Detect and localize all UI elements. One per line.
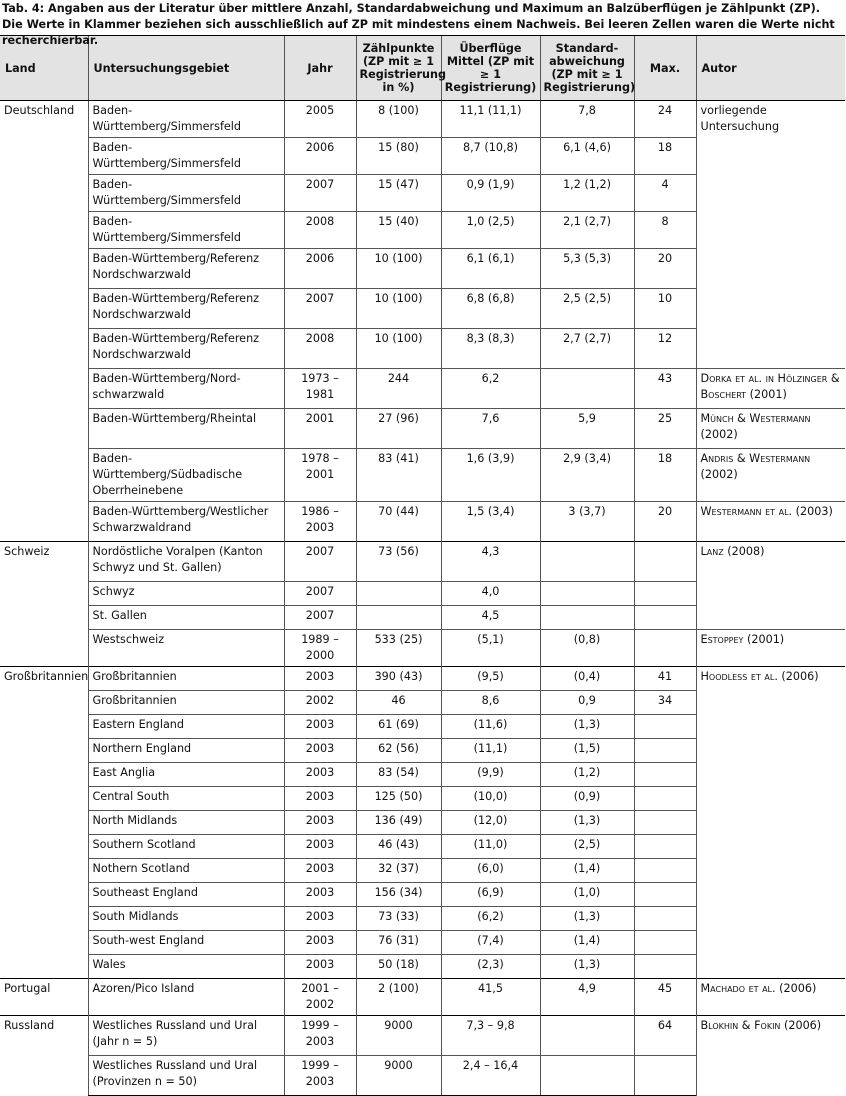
cell-max (634, 1056, 696, 1096)
cell-land: Portugal (0, 979, 88, 1016)
cell-jahr: 2001 – 2002 (284, 979, 356, 1016)
col-header-sd: Standard-abweichung (ZP mit ≥ 1 Registrierung) (540, 36, 634, 101)
cell-standardabweichung (540, 1016, 634, 1056)
cell-untersuchungsgebiet: Nothern Scotland (88, 859, 284, 883)
cell-untersuchungsgebiet: Southeast England (88, 883, 284, 907)
cell-jahr: 2007 (284, 175, 356, 212)
cell-max (634, 907, 696, 931)
cell-standardabweichung (540, 1056, 634, 1096)
cell-zaehlpunkte: 27 (96) (356, 409, 441, 449)
cell-standardabweichung: (1,4) (540, 859, 634, 883)
cell-mittel: 11,1 (11,1) (441, 101, 540, 138)
cell-max: 10 (634, 289, 696, 329)
col-header-autor: Autor (696, 36, 845, 101)
cell-untersuchungsgebiet: Westliches Russland und Ural (Provinzen n = 50) (88, 1056, 284, 1096)
cell-max (634, 955, 696, 979)
cell-untersuchungsgebiet: Eastern England (88, 715, 284, 739)
cell-untersuchungsgebiet: Baden-Württemberg/Südbadische Oberrheinebene (88, 449, 284, 502)
cell-zaehlpunkte: 73 (56) (356, 542, 441, 582)
cell-max: 43 (634, 369, 696, 409)
cell-jahr: 2002 (284, 691, 356, 715)
table-row (0, 667, 845, 691)
cell-max (634, 763, 696, 787)
cell-untersuchungsgebiet: Baden-Württemberg/Simmersfeld (88, 101, 284, 138)
cell-jahr: 1999 – 2003 (284, 1016, 356, 1056)
cell-untersuchungsgebiet: Wales (88, 955, 284, 979)
cell-zaehlpunkte: 83 (41) (356, 449, 441, 502)
cell-standardabweichung: 0,9 (540, 691, 634, 715)
cell-standardabweichung: (1,3) (540, 715, 634, 739)
cell-jahr: 1999 – 2003 (284, 1056, 356, 1096)
cell-untersuchungsgebiet: Baden-Württemberg/Referenz Nordschwarzwald (88, 329, 284, 369)
cell-mittel: 0,9 (1,9) (441, 175, 540, 212)
cell-max (634, 787, 696, 811)
cell-mittel: 8,7 (10,8) (441, 138, 540, 175)
cell-mittel: (11,6) (441, 715, 540, 739)
cell-max: 45 (634, 979, 696, 1016)
cell-autor: Münch & Westermann (2002) (696, 409, 845, 449)
cell-jahr: 2007 (284, 606, 356, 630)
cell-jahr: 2003 (284, 859, 356, 883)
cell-standardabweichung: 6,1 (4,6) (540, 138, 634, 175)
cell-jahr: 2003 (284, 907, 356, 931)
cell-mittel: (6,9) (441, 883, 540, 907)
cell-autor: Lanz (2008) (696, 542, 845, 630)
cell-max: 18 (634, 138, 696, 175)
cell-untersuchungsgebiet: Northern England (88, 739, 284, 763)
cell-mittel: 1,5 (3,4) (441, 502, 540, 542)
cell-jahr: 1989 – 2000 (284, 630, 356, 667)
cell-standardabweichung: 4,9 (540, 979, 634, 1016)
cell-jahr: 2008 (284, 212, 356, 249)
cell-max (634, 715, 696, 739)
cell-zaehlpunkte: 15 (80) (356, 138, 441, 175)
cell-zaehlpunkte: 62 (56) (356, 739, 441, 763)
cell-jahr: 2003 (284, 739, 356, 763)
cell-zaehlpunkte: 125 (50) (356, 787, 441, 811)
cell-land: Deutschland (4, 104, 75, 117)
cell-standardabweichung: 5,3 (5,3) (540, 249, 634, 289)
col-header-jahr: Jahr (284, 36, 356, 101)
cell-standardabweichung: (1,4) (540, 931, 634, 955)
table-body (0, 101, 845, 1096)
cell-max: 20 (634, 502, 696, 542)
cell-zaehlpunkte: 10 (100) (356, 289, 441, 329)
cell-zaehlpunkte: 61 (69) (356, 715, 441, 739)
cell-untersuchungsgebiet: South-west England (88, 931, 284, 955)
cell-zaehlpunkte (356, 582, 441, 606)
table-row (0, 409, 845, 449)
table-row (0, 979, 845, 1016)
cell-mittel: 6,2 (441, 369, 540, 409)
table-caption: Tab. 4: Angaben aus der Literatur über mittlere Anzahl, Standardabweichung und Maximum an Balzüberflügen je Zählpunkt (ZP). Die Werte in Klammer beziehen sich ausschließlich auf ZP mit mindestens einem Nachweis. Bei leeren Zellen waren die Werte nicht recherchierbar. (2, 2, 835, 47)
cell-standardabweichung: 2,5 (2,5) (540, 289, 634, 329)
cell-untersuchungsgebiet: Baden-Württemberg/Nord-schwarzwald (88, 369, 284, 409)
cell-mittel: (11,1) (441, 739, 540, 763)
cell-untersuchungsgebiet: Westschweiz (88, 630, 284, 667)
cell-max: 12 (634, 329, 696, 369)
cell-zaehlpunkte: 533 (25) (356, 630, 441, 667)
cell-jahr: 2005 (284, 101, 356, 138)
cell-standardabweichung: (1,3) (540, 811, 634, 835)
cell-mittel: 1,0 (2,5) (441, 212, 540, 249)
cell-mittel: (9,9) (441, 763, 540, 787)
cell-untersuchungsgebiet: Azoren/Pico Island (88, 979, 284, 1016)
cell-jahr: 1978 – 2001 (284, 449, 356, 502)
cell-jahr: 2003 (284, 763, 356, 787)
table-row (0, 101, 845, 138)
cell-max (634, 931, 696, 955)
cell-zaehlpunkte: 244 (356, 369, 441, 409)
cell-zaehlpunkte: 32 (37) (356, 859, 441, 883)
table-row (0, 502, 845, 542)
cell-zaehlpunkte: 46 (356, 691, 441, 715)
cell-autor: Hoodless et al. (2006) (696, 667, 845, 979)
cell-zaehlpunkte: 136 (49) (356, 811, 441, 835)
cell-mittel: (5,1) (441, 630, 540, 667)
cell-standardabweichung: (1,2) (540, 763, 634, 787)
cell-standardabweichung (540, 542, 634, 582)
cell-zaehlpunkte: 9000 (356, 1016, 441, 1056)
cell-max: 25 (634, 409, 696, 449)
cell-zaehlpunkte: 10 (100) (356, 329, 441, 369)
cell-mittel: 41,5 (441, 979, 540, 1016)
cell-mittel: 7,6 (441, 409, 540, 449)
cell-jahr: 2006 (284, 138, 356, 175)
cell-max: 64 (634, 1016, 696, 1056)
cell-untersuchungsgebiet: Baden-Württemberg/Referenz Nordschwarzwald (88, 249, 284, 289)
cell-jahr: 2003 (284, 715, 356, 739)
cell-mittel: 4,3 (441, 542, 540, 582)
cell-jahr: 2003 (284, 835, 356, 859)
cell-jahr: 2007 (284, 582, 356, 606)
cell-zaehlpunkte: 390 (43) (356, 667, 441, 691)
cell-untersuchungsgebiet: East Anglia (88, 763, 284, 787)
cell-zaehlpunkte (356, 606, 441, 630)
cell-standardabweichung: (1,3) (540, 907, 634, 931)
cell-max: 18 (634, 449, 696, 502)
cell-jahr: 2006 (284, 249, 356, 289)
cell-mittel: 7,3 – 9,8 (441, 1016, 540, 1056)
cell-standardabweichung: (2,5) (540, 835, 634, 859)
cell-mittel: 2,4 – 16,4 (441, 1056, 540, 1096)
col-header-max: Max. (634, 36, 696, 101)
cell-jahr: 2001 (284, 409, 356, 449)
cell-standardabweichung: 2,7 (2,7) (540, 329, 634, 369)
cell-standardabweichung: 3 (3,7) (540, 502, 634, 542)
cell-max (634, 739, 696, 763)
cell-max (634, 835, 696, 859)
cell-mittel: (6,2) (441, 907, 540, 931)
cell-max: 24 (634, 101, 696, 138)
cell-jahr: 2003 (284, 883, 356, 907)
cell-zaehlpunkte: 46 (43) (356, 835, 441, 859)
cell-jahr: 1986 – 2003 (284, 502, 356, 542)
cell-jahr: 2003 (284, 667, 356, 691)
cell-untersuchungsgebiet: Großbritannien (88, 667, 284, 691)
header-row (0, 36, 845, 101)
cell-land: Schweiz (0, 542, 88, 667)
cell-max: 8 (634, 212, 696, 249)
cell-jahr: 2003 (284, 955, 356, 979)
cell-max: 20 (634, 249, 696, 289)
cell-standardabweichung: 2,1 (2,7) (540, 212, 634, 249)
cell-mittel: (7,4) (441, 931, 540, 955)
cell-untersuchungsgebiet: Baden-Württemberg/Simmersfeld (88, 138, 284, 175)
cell-untersuchungsgebiet: Baden-Württemberg/Westlicher Schwarzwaldrand (88, 502, 284, 542)
cell-jahr: 2007 (284, 542, 356, 582)
cell-mittel: 1,6 (3,9) (441, 449, 540, 502)
cell-mittel: (10,0) (441, 787, 540, 811)
cell-mittel: 8,6 (441, 691, 540, 715)
cell-zaehlpunkte: 70 (44) (356, 502, 441, 542)
table-row (0, 449, 845, 502)
cell-max (634, 542, 696, 582)
cell-zaehlpunkte: 83 (54) (356, 763, 441, 787)
cell-mittel: (9,5) (441, 667, 540, 691)
cell-mittel: 6,8 (6,8) (441, 289, 540, 329)
cell-max (634, 883, 696, 907)
cell-untersuchungsgebiet: Central South (88, 787, 284, 811)
cell-mittel: (2,3) (441, 955, 540, 979)
cell-max: 34 (634, 691, 696, 715)
cell-untersuchungsgebiet: Schwyz (88, 582, 284, 606)
cell-max (634, 630, 696, 667)
cell-standardabweichung (540, 369, 634, 409)
cell-mittel: 6,1 (6,1) (441, 249, 540, 289)
col-header-mittel: Überflüge Mittel (ZP mit ≥ 1 Registrierung) (441, 36, 540, 101)
cell-mittel: 8,3 (8,3) (441, 329, 540, 369)
col-header-land: Land (0, 36, 88, 101)
cell-standardabweichung: (1,3) (540, 955, 634, 979)
cell-zaehlpunkte: 73 (33) (356, 907, 441, 931)
cell-zaehlpunkte: 15 (40) (356, 212, 441, 249)
cell-mittel: 4,0 (441, 582, 540, 606)
cell-land: Großbritannien (0, 667, 88, 979)
cell-untersuchungsgebiet: Baden-Württemberg/Simmersfeld (88, 175, 284, 212)
cell-zaehlpunkte: 2 (100) (356, 979, 441, 1016)
cell-autor: Dorka et al. in Hölzinger & Boschert (2001) (696, 369, 845, 409)
table-row (0, 542, 845, 582)
cell-land: Russland (0, 1016, 88, 1096)
cell-jahr: 2007 (284, 289, 356, 329)
cell-standardabweichung: 2,9 (3,4) (540, 449, 634, 502)
cell-standardabweichung: 7,8 (540, 101, 634, 138)
cell-standardabweichung: 1,2 (1,2) (540, 175, 634, 212)
cell-mittel: (6,0) (441, 859, 540, 883)
cell-zaehlpunkte: 9000 (356, 1056, 441, 1096)
cell-untersuchungsgebiet: Großbritannien (88, 691, 284, 715)
cell-autor: vorliegende Untersuchung (696, 101, 845, 369)
cell-autor: Machado et al. (2006) (696, 979, 845, 1016)
cell-untersuchungsgebiet: Nordöstliche Voralpen (Kanton Schwyz und St. Gallen) (88, 542, 284, 582)
cell-zaehlpunkte: 50 (18) (356, 955, 441, 979)
table-row (0, 369, 845, 409)
cell-standardabweichung (540, 582, 634, 606)
cell-untersuchungsgebiet: Baden-Württemberg/Rheintal (88, 409, 284, 449)
cell-autor: Estoppey (2001) (696, 630, 845, 667)
cell-zaehlpunkte: 15 (47) (356, 175, 441, 212)
cell-untersuchungsgebiet: Baden-Württemberg/Simmersfeld (88, 212, 284, 249)
cell-standardabweichung: (1,5) (540, 739, 634, 763)
cell-mittel: 4,5 (441, 606, 540, 630)
cell-max: 4 (634, 175, 696, 212)
cell-untersuchungsgebiet: St. Gallen (88, 606, 284, 630)
cell-mittel: (11,0) (441, 835, 540, 859)
cell-zaehlpunkte: 156 (34) (356, 883, 441, 907)
cell-standardabweichung: (1,0) (540, 883, 634, 907)
cell-untersuchungsgebiet: South Midlands (88, 907, 284, 931)
cell-zaehlpunkte: 10 (100) (356, 249, 441, 289)
cell-zaehlpunkte: 8 (100) (356, 101, 441, 138)
cell-standardabweichung: (0,4) (540, 667, 634, 691)
cell-standardabweichung: (0,9) (540, 787, 634, 811)
cell-mittel: (12,0) (441, 811, 540, 835)
cell-jahr: 1973 – 1981 (284, 369, 356, 409)
table-row (0, 1016, 845, 1056)
cell-jahr: 2003 (284, 931, 356, 955)
cell-zaehlpunkte: 76 (31) (356, 931, 441, 955)
literature-table (0, 35, 845, 1096)
cell-max (634, 859, 696, 883)
col-header-gebiet: Untersuchungsgebiet (88, 36, 284, 101)
cell-autor: Andris & Westermann (2002) (696, 449, 845, 502)
cell-untersuchungsgebiet: Southern Scotland (88, 835, 284, 859)
cell-jahr: 2003 (284, 787, 356, 811)
cell-standardabweichung: 5,9 (540, 409, 634, 449)
cell-jahr: 2008 (284, 329, 356, 369)
cell-autor: Westermann et al. (2003) (696, 502, 845, 542)
cell-standardabweichung: (0,8) (540, 630, 634, 667)
cell-jahr: 2003 (284, 811, 356, 835)
cell-max: 41 (634, 667, 696, 691)
cell-autor: Blokhin & Fokin (2006) (696, 1016, 845, 1096)
cell-untersuchungsgebiet: Baden-Württemberg/Referenz Nordschwarzwald (88, 289, 284, 329)
cell-max (634, 582, 696, 606)
cell-untersuchungsgebiet: North Midlands (88, 811, 284, 835)
cell-max (634, 811, 696, 835)
col-header-zaehlpunkte: Zählpunkte (ZP mit ≥ 1 Registrierung in %) (356, 36, 441, 101)
table-row (0, 630, 845, 667)
cell-untersuchungsgebiet: Westliches Russland und Ural (Jahr n = 5) (88, 1016, 284, 1056)
cell-max (634, 606, 696, 630)
cell-standardabweichung (540, 606, 634, 630)
